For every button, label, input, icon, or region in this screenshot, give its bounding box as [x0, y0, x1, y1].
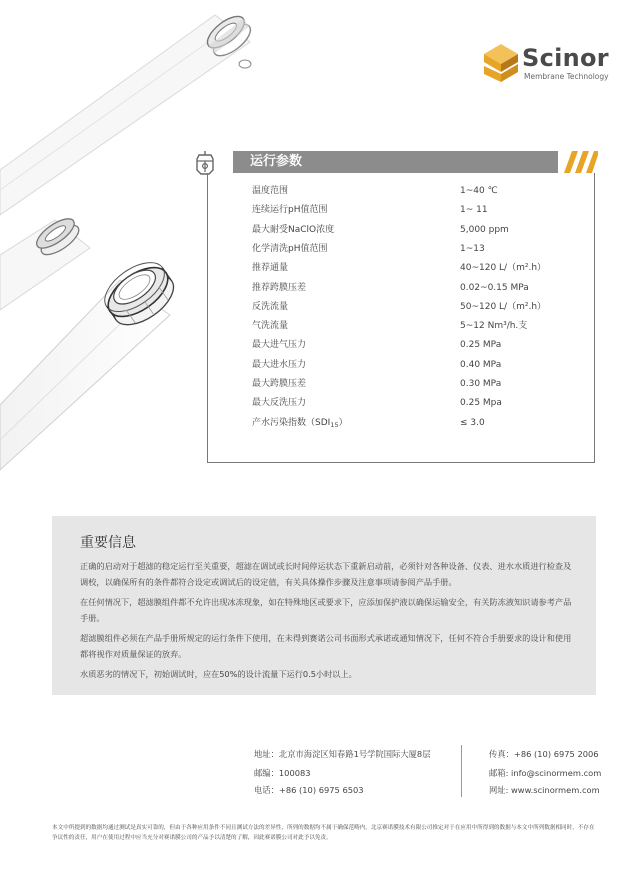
param-value: 0.25 Mpa	[460, 398, 502, 409]
param-key-subscript: 15	[330, 420, 339, 429]
brand-name: Scinor	[522, 44, 609, 72]
param-value: 5,000 ppm	[460, 224, 509, 235]
param-key	[252, 221, 334, 240]
param-key	[252, 182, 288, 201]
info-paragraph-4: 水质恶劣的情况下，初始调试时，应在50%的设计流量下运行0.5小时以上。	[80, 669, 357, 679]
contact-email[interactable]: 邮箱: info@scinormem.com	[489, 768, 602, 778]
param-value: 40~120 L/（m².h）	[460, 263, 547, 274]
param-value: 1~40 ℃	[460, 186, 498, 196]
param-key	[252, 356, 306, 375]
contact-phone: 电话：+86 (10) 6975 6503	[254, 785, 364, 795]
param-key-text: 气洗流量	[252, 321, 289, 332]
param-value: 0.40 MPa	[460, 359, 502, 370]
param-key-text: 最大耐受NaClO浓度	[252, 224, 335, 235]
param-value: 0.30 MPa	[460, 379, 502, 389]
param-key-text: 最大跨膜压差	[252, 379, 307, 389]
section-title: 运行参数	[250, 154, 303, 169]
info-paragraph-3: 超滤膜组件必须在产品手册所规定的运行条件下使用，在未得到赛诺公司书面形式承诺或通知情况下，任何不符合手册要求的设计和使用都将视作对质量保证的放弃。	[80, 633, 572, 659]
header-stripes-decoration	[558, 151, 598, 173]
operating-parameters-table	[207, 173, 595, 463]
param-key-text: 最大进水压力	[252, 359, 307, 370]
contact-divider	[461, 745, 462, 797]
param-key	[252, 414, 348, 435]
contact-fax: 传真：+86 (10) 6975 2006	[489, 749, 599, 759]
param-key-text: 推荐通量	[252, 263, 289, 274]
param-key	[252, 298, 288, 317]
param-value: 1~13	[460, 243, 485, 254]
contact-postcode: 邮编：100083	[254, 768, 311, 778]
brand-subtitle: Membrane Technology	[524, 72, 609, 81]
scinor-logo	[484, 44, 614, 84]
param-value: 1~ 11	[460, 205, 488, 216]
param-key	[252, 336, 306, 355]
contact-address: 地址：北京市海淀区知春路1号学院国际大厦8层	[254, 749, 431, 759]
param-key	[252, 394, 306, 413]
param-key	[252, 259, 288, 278]
param-key-text: 化学清洗pH值范围	[252, 243, 328, 254]
param-key-text: 产水污染指数（SDI	[252, 417, 331, 428]
param-key-text: 连续运行pH值范围	[252, 205, 328, 216]
param-value: 5~12 Nm³/h.支	[460, 321, 528, 332]
disclaimer: 本文中所提到的数据均通过测试是真实可靠的，但由于各种应用条件不同且测试方法的差异性，所列的数据均不属于确保范畴内，北京赛诺膜技术有限公司推定对于在应用中所得到的数据与本文中所列数据相同时，不存在争议性的责任，用户在使用过程中应当充分对赛诺膜公司的产品予以清楚的了解，因此赛诺膜公司对此予以免责。	[52, 825, 595, 841]
param-key	[252, 240, 327, 259]
contact-website[interactable]: 网址: www.scinormem.com	[489, 785, 600, 795]
info-paragraph-1: 正确的启动对于超滤的稳定运行至关重要，超滤在调试或长时间停运状态下重新启动前，必须针对各种设备、仪表、进水水质进行检查及调校，以确保所有的条件都符合设定或调试后的设定值，有关具体操作步骤及注意事项请参阅产品手册。	[80, 561, 572, 587]
param-key-end: ）	[338, 417, 348, 428]
param-value: 0.25 MPa	[460, 340, 502, 351]
param-key-text: 反洗流量	[252, 301, 289, 312]
param-key-text: 推荐跨膜压差	[252, 282, 307, 293]
param-key	[252, 201, 327, 220]
param-key-text: 温度范围	[252, 186, 289, 196]
info-title: 重要信息	[80, 535, 136, 551]
param-key-text: 最大进气压力	[252, 340, 307, 351]
scinor-logo-mark	[484, 44, 518, 82]
important-info-panel	[52, 516, 596, 695]
info-paragraph-2: 在任何情况下，超滤膜组件都不允许出现冰冻现象，如在特殊地区或要求下，应添加保护液以确保运输安全，有关防冻液知识请参考产品手册。	[80, 597, 572, 623]
param-key	[252, 375, 306, 394]
param-key	[252, 279, 306, 298]
param-value: ≤ 3.0	[460, 417, 485, 428]
param-key	[252, 317, 288, 336]
param-value: 50~120 L/（m².h）	[460, 301, 547, 312]
param-key-text: 最大反洗压力	[252, 398, 307, 409]
param-value: 0.02~0.15 MPa	[460, 282, 529, 293]
